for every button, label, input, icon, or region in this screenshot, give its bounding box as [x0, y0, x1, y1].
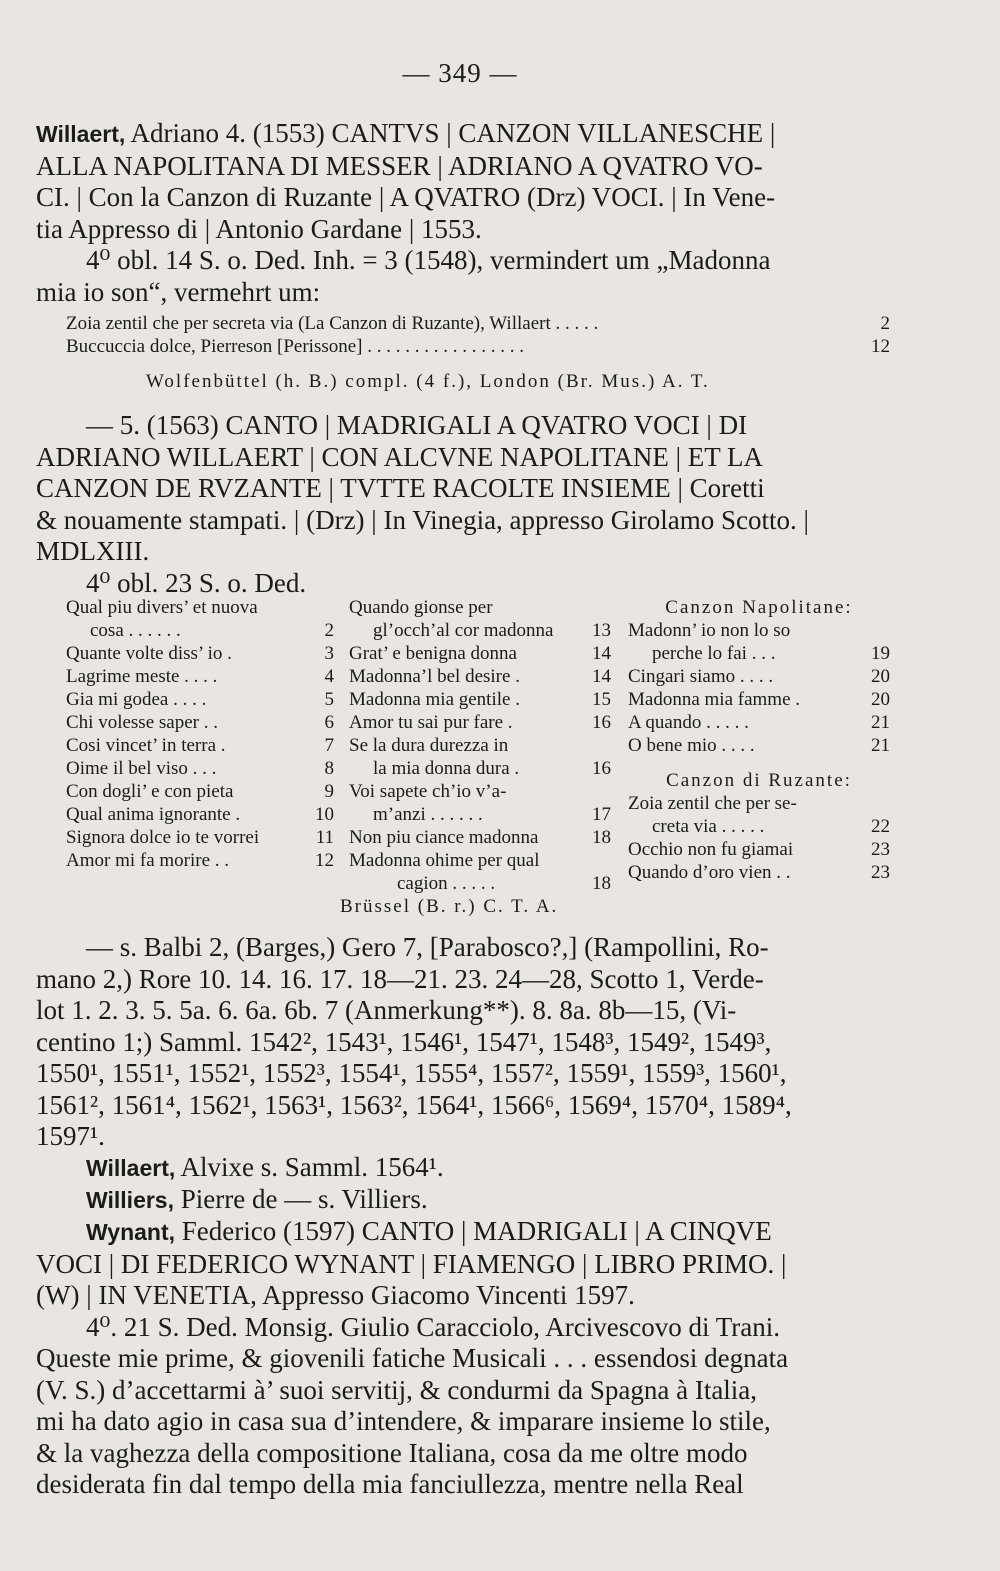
list-item — [349, 803, 611, 826]
item-page: 20 — [871, 666, 890, 687]
text-line: VOCI | DI FEDERICO WYNANT | FIAMENGO | LIBRO PRIMO. | — [36, 1248, 787, 1279]
item-title: Occhio non fu giamai — [628, 839, 794, 860]
item-title: Gia mi godea . . . . — [66, 689, 207, 710]
library-holdings: Brüssel (B. r.) C. T. A. — [340, 896, 559, 917]
entry-head: Wynant, — [86, 1219, 176, 1245]
item-title: Amor tu sai pur fare . — [349, 712, 513, 733]
list-item — [66, 688, 334, 711]
item-title: Voi sapete ch’io v’a- — [349, 781, 507, 802]
text-line: CI. | Con la Canzon di Ruzante | A QVATRO (Drz) VOCI. | In Vene- — [36, 182, 776, 212]
text-line: 4⁰. 21 S. Ded. Monsig. Giulio Caracciolo, Arcivescovo di Trani. — [86, 1311, 781, 1342]
list-item — [66, 803, 334, 826]
contents-column-1 — [66, 596, 334, 872]
entry-willaert-alvixe — [36, 1152, 888, 1185]
section-heading: Canzon di Ruzante: — [666, 770, 852, 791]
item-page: 22 — [871, 816, 890, 837]
text-line: — 5. (1563) CANTO | MADRIGALI A QVATRO VOCI | DI — [86, 410, 748, 440]
list-item — [66, 596, 334, 619]
item-title: Signora dolce io te vorrei — [66, 827, 260, 848]
item-title: Qual piu divers’ et nuova — [66, 597, 258, 618]
item-title: Con dogli’ e con pieta — [66, 781, 234, 802]
item-title: Cingari siamo . . . . — [628, 666, 774, 687]
item-page: 20 — [871, 689, 890, 710]
list-item — [66, 849, 334, 872]
text-line: (W) | IN VENETIA, Appresso Giacomo Vincenti 1597. — [36, 1280, 635, 1310]
text-line: 4⁰ obl. 23 S. o. Ded. — [86, 567, 307, 598]
item-title: Non piu ciance madonna — [349, 827, 539, 848]
item-page: 2 — [324, 620, 334, 641]
item-page — [886, 792, 890, 815]
item-page: 9 — [324, 781, 334, 802]
list-item — [349, 596, 611, 619]
item-page — [330, 596, 334, 619]
item-page: 5 — [324, 689, 334, 710]
list-item — [628, 861, 890, 884]
section-heading: Canzon Napolitane: — [665, 597, 853, 618]
list-item — [349, 642, 611, 665]
list-item — [628, 815, 890, 838]
item-title: cosa . . . . . . — [90, 620, 181, 641]
contents-column-3 — [628, 596, 890, 884]
item-page — [607, 849, 611, 872]
item-page: 3 — [324, 643, 334, 664]
page-number: — 349 — — [402, 58, 518, 88]
item-page: 21 — [871, 735, 890, 756]
list-item — [66, 335, 890, 358]
item-page: 4 — [324, 666, 334, 687]
list-item — [628, 665, 890, 688]
entry-williers — [36, 1184, 888, 1217]
text-line: centino 1;) Samml. 1542², 1543¹, 1546¹, 1547¹, 1548³, 1549², 1549³, — [36, 1026, 772, 1057]
entry-head: Willaert, — [86, 1155, 176, 1181]
text-line: Adriano 4. (1553) CANTVS | CANZON VILLANESCHE | — [125, 118, 776, 148]
item-title: Cosi vincet’ in terra . — [66, 735, 226, 756]
item-title: Lagrime meste . . . . — [66, 666, 218, 687]
list-item — [66, 619, 334, 642]
item-title: Se la dura durezza in — [349, 735, 509, 756]
item-title: creta via . . . . . — [652, 816, 765, 837]
item-page: 13 — [592, 620, 611, 641]
list-item — [349, 780, 611, 803]
list-item — [349, 711, 611, 734]
item-title: Madonna mia gentile . — [349, 689, 520, 710]
text-line: Queste mie prime, & giovenili fatiche Musicali . . . essendosi degnata — [36, 1343, 789, 1373]
text-line: mia io son“, vermehrt um: — [36, 276, 321, 307]
list-item — [66, 757, 334, 780]
item-page: 14 — [592, 643, 611, 664]
item-title: gl’occh’al cor madonna — [373, 620, 554, 641]
item-page: 14 — [592, 666, 611, 687]
item-page — [886, 619, 890, 642]
item-title: Quante volte diss’ io . — [66, 643, 232, 664]
text-line: — s. Balbi 2, (Barges,) Gero 7, [Parabosco?,] (Rampollini, Ro- — [86, 932, 769, 962]
item-page: 12 — [315, 850, 334, 871]
text-line: 1597¹. — [36, 1121, 105, 1151]
item-title: m’anzi . . . . . . — [373, 804, 483, 825]
text-line: 1550¹, 1551¹, 1552¹, 1552³, 1554¹, 1555⁴, 1557², 1559¹, 1559³, 1560¹, — [36, 1058, 787, 1088]
item-page: 23 — [871, 839, 890, 860]
list-item — [349, 826, 611, 849]
text-line: MDLXIII. — [36, 536, 150, 566]
item-title: Zoia zentil che per secreta via (La Canzon di Ruzante), Willaert . . . . . — [66, 313, 599, 334]
item-title: Quando d’oro vien . . — [628, 862, 791, 883]
entry-head: Williers, — [86, 1187, 174, 1213]
item-title: O bene mio . . . . — [628, 735, 755, 756]
entry-head: Willaert, — [36, 121, 126, 147]
item-page: 6 — [324, 712, 334, 733]
text-line: & la vaghezza della compositione Italiana, cosa da me oltre modo — [36, 1437, 748, 1468]
item-page: 17 — [592, 804, 611, 825]
text-line: ADRIANO WILLAERT | CON ALCVNE NAPOLITANE | ET LA — [36, 441, 763, 472]
item-page: 11 — [315, 827, 334, 848]
text-line: mano 2,) Rore 10. 14. 16. 17. 18—21. 23. 24—28, Scotto 1, Verde- — [36, 963, 764, 994]
list-item — [349, 849, 611, 872]
entry-willaert-adriano-4 — [36, 118, 888, 308]
contents-column-2 — [349, 596, 611, 895]
list-item — [66, 312, 890, 335]
list-item — [628, 734, 890, 757]
item-page — [607, 596, 611, 619]
text-line: Pierre de — s. Villiers. — [174, 1184, 428, 1214]
item-title: Madonna mia famme . — [628, 689, 801, 710]
list-item — [66, 734, 334, 757]
list-item — [66, 826, 334, 849]
list-item — [66, 780, 334, 803]
list-item — [628, 792, 890, 815]
item-page: 16 — [592, 712, 611, 733]
list-item — [628, 619, 890, 642]
item-page: 19 — [871, 643, 890, 664]
text-line: (V. S.) d’accettarmi à’ suoi servitij, & condurmi da Spagna à Italia, — [36, 1374, 758, 1405]
item-title: Qual anima ignorante . — [66, 804, 241, 825]
item-page: 12 — [871, 336, 890, 357]
item-title: perche lo fai . . . — [652, 643, 776, 664]
item-title: Madonna’l bel desire . — [349, 666, 520, 687]
item-title: Madonna ohime per qual — [349, 850, 540, 871]
text-line: Federico (1597) CANTO | MADRIGALI | A CINQVE — [175, 1216, 772, 1246]
item-page — [607, 780, 611, 803]
item-title: Amor mi fa morire . . — [66, 850, 230, 871]
text-line: 1561², 1561⁴, 1562¹, 1563¹, 1563², 1564¹, 1566⁶, 1569⁴, 1570⁴, 1589⁴, — [36, 1089, 792, 1120]
item-title: Zoia zentil che per se- — [628, 793, 797, 814]
contents-list — [66, 312, 890, 358]
entry-willaert-references — [36, 932, 888, 1153]
list-item — [349, 872, 611, 895]
item-page: 7 — [324, 735, 334, 756]
item-page: 2 — [880, 313, 890, 334]
item-page: 18 — [592, 827, 611, 848]
list-item — [349, 619, 611, 642]
item-title: la mia donna dura . — [373, 758, 520, 779]
item-page: 15 — [592, 689, 611, 710]
item-title: Grat’ e benigna donna — [349, 643, 517, 664]
item-page: 18 — [592, 873, 611, 894]
text-line: tia Appresso di | Antonio Gardane | 1553. — [36, 213, 482, 244]
item-page: 10 — [315, 804, 334, 825]
list-item — [66, 711, 334, 734]
item-title: Buccuccia dolce, Pierreson [Perissone] . . . . . . . . . . . . . . . . . — [66, 336, 525, 357]
list-item — [349, 665, 611, 688]
list-item — [349, 688, 611, 711]
item-page: 23 — [871, 862, 890, 883]
library-holdings: Wolfenbüttel (h. B.) compl. (4 f.), London (Br. Mus.) A. T. — [146, 371, 710, 392]
text-line: ALLA NAPOLITANA DI MESSER | ADRIANO A QVATRO VO- — [36, 150, 763, 181]
item-title: Chi volesse saper . . — [66, 712, 218, 733]
item-title: Madonn’ io non lo so — [628, 620, 791, 641]
list-item — [66, 665, 334, 688]
list-item — [66, 642, 334, 665]
item-page: 8 — [324, 758, 334, 779]
item-title: A quando . . . . . — [628, 712, 749, 733]
item-title: Oime il bel viso . . . — [66, 758, 217, 779]
list-item — [628, 838, 890, 861]
entry-wynant — [36, 1216, 888, 1501]
text-line: lot 1. 2. 3. 5. 5a. 6. 6a. 6b. 7 (Anmerkung**). 8. 8a. 8b—15, (Vi- — [36, 995, 737, 1025]
text-line: desiderata fin dal tempo della mia fanciullezza, mentre nella Real — [36, 1469, 744, 1499]
text-line: & nouamente stampati. | (Drz) | In Vinegia, appresso Girolamo Scotto. | — [36, 504, 809, 535]
item-page: 21 — [871, 712, 890, 733]
list-item — [628, 711, 890, 734]
item-page — [607, 734, 611, 757]
list-item — [628, 642, 890, 665]
list-item — [349, 757, 611, 780]
text-line: CANZON DE RVZANTE | TVTTE RACOLTE INSIEME | Coretti — [36, 473, 765, 503]
text-line: Alvixe s. Samml. 1564¹. — [175, 1152, 444, 1182]
text-line: mi ha dato agio in casa sua d’intendere, & imparare insieme lo stile, — [36, 1406, 771, 1436]
item-page: 16 — [592, 758, 611, 779]
list-item — [628, 688, 890, 711]
entry-willaert-adriano-5 — [36, 410, 888, 599]
item-title: cagion . . . . . — [397, 873, 496, 894]
text-line: 4⁰ obl. 14 S. o. Ded. Inh. = 3 (1548), vermindert um „Madonna — [86, 245, 771, 275]
list-item — [349, 734, 611, 757]
item-title: Quando gionse per — [349, 597, 493, 618]
